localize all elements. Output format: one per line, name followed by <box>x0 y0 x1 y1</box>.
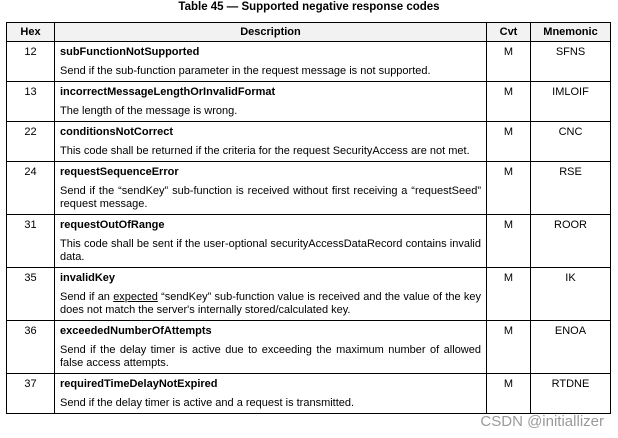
table-row <box>7 42 611 82</box>
cell-mnemonic: RTDNE <box>531 374 611 414</box>
cell-mnemonic: IMLOIF <box>531 82 611 122</box>
cell-description <box>55 42 487 82</box>
cell-description <box>55 321 487 374</box>
cell-cvt: M <box>487 162 531 215</box>
table-caption: Table 45 — Supported negative response codes <box>178 1 440 13</box>
code-name: conditionsNotCorrect <box>60 126 174 138</box>
header-hex: Hex <box>7 23 55 42</box>
cell-description <box>55 82 487 122</box>
code-description: Send if the sub-function parameter in the request message is not supported. <box>60 65 431 77</box>
table-row <box>7 268 611 321</box>
cell-mnemonic: ROOR <box>531 215 611 268</box>
code-description: Send if the “sendKey” sub-function is received without first receiving a “requestSeed” request message. <box>60 185 481 210</box>
cell-cvt: M <box>487 42 531 82</box>
cell-description <box>55 162 487 215</box>
cell-description <box>55 122 487 162</box>
header-description: Description <box>55 23 487 42</box>
cell-mnemonic: ENOA <box>531 321 611 374</box>
code-name: subFunctionNotSupported <box>60 46 200 58</box>
header-row <box>7 23 611 42</box>
code-name: requestOutOfRange <box>60 219 165 231</box>
cell-cvt: M <box>487 215 531 268</box>
description-part: “sendKey” sub-function value is received and the value of the key does not match the server's internally stored/calculated key. <box>60 291 481 316</box>
cell-hex: 13 <box>7 82 55 122</box>
cell-cvt: M <box>487 268 531 321</box>
code-description: The length of the message is wrong. <box>60 105 238 117</box>
cell-hex: 31 <box>7 215 55 268</box>
cell-mnemonic: SFNS <box>531 42 611 82</box>
table-row <box>7 82 611 122</box>
code-description: This code shall be returned if the criteria for the request SecurityAccess are not met. <box>60 145 470 157</box>
code-name: incorrectMessageLengthOrInvalidFormat <box>60 86 276 98</box>
table-row <box>7 122 611 162</box>
table-row <box>7 321 611 374</box>
cell-description <box>55 215 487 268</box>
cell-hex: 36 <box>7 321 55 374</box>
code-description: This code shall be sent if the user-optional securityAccessDataRecord contains invalid data. <box>60 238 481 263</box>
cell-description <box>55 374 487 414</box>
header-cvt: Cvt <box>487 23 531 42</box>
cell-cvt: M <box>487 82 531 122</box>
cell-cvt: M <box>487 122 531 162</box>
description-part: Send if an <box>60 291 114 303</box>
code-name: invalidKey <box>60 272 116 284</box>
cell-description <box>55 268 487 321</box>
cell-hex: 22 <box>7 122 55 162</box>
code-description: Send if the delay timer is active due to exceeding the maximum number of allowed false access attempts. <box>60 344 481 369</box>
code-name: exceededNumberOfAttempts <box>60 325 212 337</box>
code-description <box>60 291 481 317</box>
code-name: requiredTimeDelayNotExpired <box>60 378 218 390</box>
cell-mnemonic: CNC <box>531 122 611 162</box>
code-name: requestSequenceError <box>60 166 179 178</box>
table-row <box>7 215 611 268</box>
cell-mnemonic: IK <box>531 268 611 321</box>
underlined-word: expected <box>113 291 158 303</box>
table-row <box>7 374 611 414</box>
code-description: Send if the delay timer is active and a request is transmitted. <box>60 397 355 409</box>
watermark: CSDN @initiallizer <box>480 413 604 430</box>
cell-cvt: M <box>487 374 531 414</box>
cell-hex: 37 <box>7 374 55 414</box>
cell-hex: 12 <box>7 42 55 82</box>
cell-mnemonic: RSE <box>531 162 611 215</box>
negative-response-codes-table <box>6 22 611 414</box>
cell-hex: 35 <box>7 268 55 321</box>
table-row <box>7 162 611 215</box>
cell-hex: 24 <box>7 162 55 215</box>
header-mnemonic: Mnemonic <box>531 23 611 42</box>
cell-cvt: M <box>487 321 531 374</box>
